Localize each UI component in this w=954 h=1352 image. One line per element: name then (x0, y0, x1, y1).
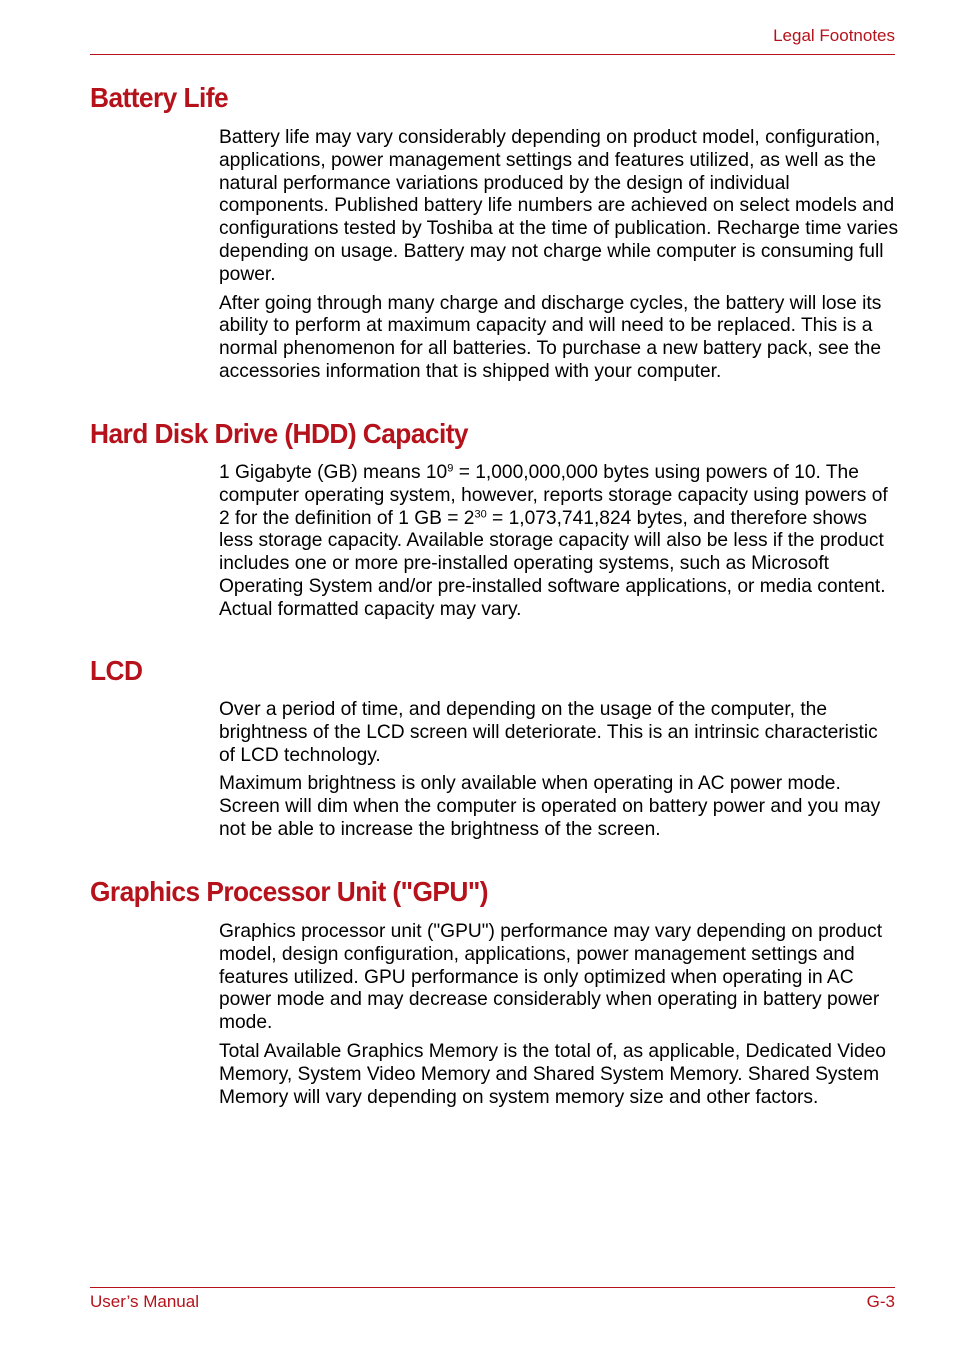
paragraph: Maximum brightness is only available when operating in AC power mode. Screen will dim when the computer is operated on battery power and you may not be able to increase the brightness of the screen. (219, 773, 881, 840)
gpu-body (219, 921, 899, 1115)
header-rule (90, 54, 895, 55)
heading-lcd: LCD (90, 655, 143, 686)
paragraph: After going through many charge and discharge cycles, the battery will lose its ability to perform at maximum capacity and will need to be replaced. This is a normal phenomenon for all batteries. To purchase a new battery pack, see the accessories information that is shipped with your computer. (219, 292, 882, 382)
heading-battery-life: Battery Life (90, 82, 229, 113)
heading-gpu: Graphics Processor Unit ("GPU") (90, 876, 488, 907)
heading-hdd-capacity: Hard Disk Drive (HDD) Capacity (90, 418, 468, 449)
footer-manual-title: User’s Manual (90, 1292, 199, 1311)
paragraph: Total Available Graphics Memory is the total of, as applicable, Dedicated Video Memory, System Video Memory and Shared System Memory. Shared System Memory will vary depending on system memory size and other factors. (219, 1040, 886, 1108)
battery-life-body (219, 127, 899, 390)
footer-rule (90, 1287, 895, 1288)
lcd-body (219, 699, 899, 848)
paragraph: Graphics processor unit ("GPU") performance may vary depending on product model, design configuration, applications, power management settings and features utilized. GPU performance is only optimized when operating in AC power mode and may decrease considerably when operating in battery power mode. (219, 921, 883, 1034)
text-run: = 1,073,741,824 bytes, and therefore shows less storage capacity. Available storage capacity will also be less if the product includes one or more pre-installed operating systems, such as Microsoft Operating System and/or pre-installed software applications, or media content. Actual formatted capacity may vary. (219, 507, 886, 620)
text-run: 1 Gigabyte (GB) means 10 (219, 462, 448, 483)
page-number: G-3 (866, 1292, 895, 1311)
exponent: 30 (474, 508, 487, 520)
paragraph (219, 462, 899, 622)
text-run: = 1,000,000,000 bytes using powers of 10. The computer operating system, however, reports storage capacity using powers of 2 for the definition of 1 GB = 2 (219, 462, 888, 529)
exponent: 9 (447, 462, 454, 475)
hdd-capacity-body (219, 462, 899, 628)
paragraph: Battery life may vary considerably depending on product model, configuration, applications, power management settings and features utilized, as well as the natural performance variations produced by the design of individual components. Published battery life numbers are achieved on select models and configurations tested by Toshiba at the time of publication. Recharge time varies depending on usage. Battery may not charge while computer is consuming full power. (219, 127, 899, 285)
paragraph: Over a period of time, and depending on the usage of the computer, the brightness of the LCD screen will deteriorate. This is an intrinsic characteristic of LCD technology. (219, 699, 878, 766)
running-header: Legal Footnotes (773, 26, 895, 45)
